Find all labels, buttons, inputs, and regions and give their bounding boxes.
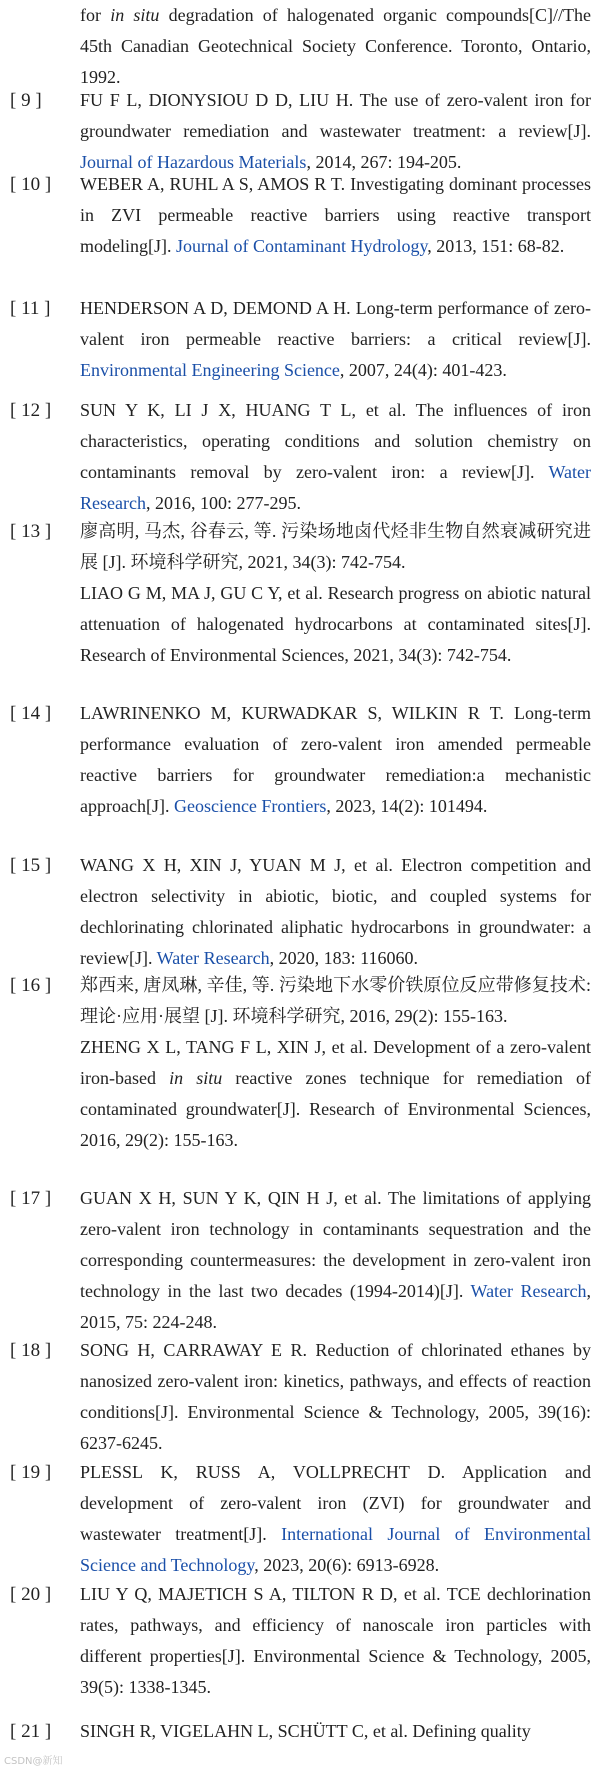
reference-item — [0, 1335, 609, 1453]
reference-segment: WEBER A, RUHL A S, AMOS R T. Investigating dominant processes in ZVI permeable reactive barriers using reactive transport modeling[J]. — [80, 174, 591, 256]
journal-link[interactable]: Water Research — [156, 948, 270, 968]
reference-item — [0, 85, 609, 172]
reference-text — [80, 1335, 591, 1459]
reference-text — [80, 850, 591, 974]
reference-text — [80, 293, 591, 386]
reference-text — [80, 85, 591, 178]
reference-segment: SUN Y K, LI J X, HUANG T L, et al. The influences of iron characteristics, operating conditions and solution chemistry on contaminants removal by zero-valent iron: a review[J]. — [80, 400, 591, 482]
reference-segment: , 2023, 14(2): 101494. — [326, 796, 488, 816]
reference-item — [0, 698, 609, 843]
reference-item — [0, 1716, 609, 1756]
reference-number: [ 9 ] — [10, 90, 42, 111]
reference-number: [ 20 ] — [10, 1584, 52, 1605]
reference-text — [80, 1183, 591, 1338]
reference-item — [0, 0, 609, 87]
reference-segment: ZHENG X L, TANG F L, XIN J, et al. Development of a zero-valent iron-based — [80, 1037, 591, 1088]
journal-link[interactable]: Environmental Engineering Science — [80, 360, 340, 380]
reference-item — [0, 1183, 609, 1332]
reference-segment: for — [80, 5, 111, 25]
reference-item — [0, 970, 609, 1176]
reference-segment: PLESSL K, RUSS A, VOLLPRECHT D. Application and development of zero-valent iron (ZVI) for groundwater and wastewater treatment[J]. — [80, 1462, 591, 1544]
reference-segment: , 2014, 267: 194-205. — [306, 152, 462, 172]
journal-link[interactable]: Journal of Contaminant Hydrology — [176, 236, 428, 256]
reference-item — [0, 850, 609, 968]
reference-number: [ 16 ] — [10, 975, 52, 996]
reference-segment: degradation of halogenated organic compounds[C]//The 45th Canadian Geotechnical Society Conference. Toronto, Ontario, 1992. — [80, 5, 591, 87]
reference-segment: WANG X H, XIN J, YUAN M J, et al. Electron competition and electron selectivity in abiotic, biotic, and coupled systems for dechlorinating chlorinated aliphatic hydrocarbons in groundwater: a review[J]. — [80, 855, 591, 968]
reference-item — [0, 1457, 609, 1575]
journal-link[interactable]: Water Research — [470, 1281, 587, 1301]
reference-text — [80, 970, 591, 1156]
reference-segment: HENDERSON A D, DEMOND A H. Long-term performance of zero-valent iron permeable reactive barriers: a critical review[J]. — [80, 298, 591, 349]
reference-segment: LIAO G M, MA J, GU C Y, et al. Research progress on abiotic natural attenuation of halogenated hydrocarbons at contaminated sites[J]. Research of Environmental Sciences, 2021, 34(3): 742-754. — [80, 583, 591, 665]
reference-number: [ 14 ] — [10, 703, 52, 724]
reference-number: [ 17 ] — [10, 1188, 52, 1209]
reference-segment: reactive zones technique for remediation of contaminated groundwater[J]. Research of Environmental Sciences, 2016, 29(2): 155-163. — [80, 1068, 591, 1150]
reference-segment: , 2015, 75: 224-248. — [80, 1281, 591, 1332]
reference-item — [0, 395, 609, 513]
reference-number: [ 13 ] — [10, 521, 52, 542]
reference-segment: 廖高明, 马杰, 谷春云, 等. 污染场地卤代烃非生物自然衰减研究进展 [J]. 环境科学研究, 2021, 34(3): 742-754. — [80, 521, 591, 572]
reference-segment: , 2020, 183: 116060. — [269, 948, 418, 968]
reference-text — [80, 516, 591, 671]
reference-text — [80, 1716, 591, 1747]
reference-item — [0, 169, 609, 283]
journal-link[interactable]: Water Research — [80, 462, 591, 513]
reference-item — [0, 516, 609, 691]
reference-item — [0, 1579, 609, 1697]
reference-segment: , 2013, 151: 68-82. — [427, 236, 565, 256]
reference-number: [ 10 ] — [10, 174, 52, 195]
reference-segment: SONG H, CARRAWAY E R. Reduction of chlorinated ethanes by nanosized zero-valent iron: kinetics, pathways, and effects of reaction conditions[J]. Environmental Science & Technology, 2005, 39(16): 6237-6245. — [80, 1340, 591, 1453]
journal-link[interactable]: Journal of Hazardous Materials — [80, 152, 307, 172]
reference-segment: 郑西来, 唐凤琳, 辛佳, 等. 污染地下水零价铁原位反应带修复技术: 理论·应用·展望 [J]. 环境科学研究, 2016, 29(2): 155-163. — [80, 975, 591, 1026]
reference-number: [ 11 ] — [10, 298, 51, 319]
reference-segment: , 2007, 24(4): 401-423. — [339, 360, 507, 380]
reference-segment: LAWRINENKO M, KURWADKAR S, WILKIN R T. Long-term performance evaluation of zero-valent iron amended permeable reactive barriers for groundwater remediation:a mechanistic approach[J]. — [80, 703, 591, 816]
reference-segment: GUAN X H, SUN Y K, QIN H J, et al. The limitations of applying zero-valent iron technology in contaminants sequestration and the corresponding countermeasures: the development in zero-valent iron technology in the last two decades (1994-2014)[J]. — [80, 1188, 591, 1301]
reference-text — [80, 1579, 591, 1703]
reference-number: [ 19 ] — [10, 1462, 52, 1483]
italic-text: in situ — [169, 1068, 223, 1088]
reference-text — [80, 1457, 591, 1581]
reference-number: [ 18 ] — [10, 1340, 52, 1361]
reference-segment: , 2023, 20(6): 6913-6928. — [254, 1555, 440, 1575]
reference-text — [80, 169, 591, 262]
reference-item — [0, 293, 609, 380]
reference-segment: LIU Y Q, MAJETICH S A, TILTON R D, et al. TCE dechlorination rates, pathways, and efficiency of nanoscale iron particles with different properties[J]. Environmental Science & Technology, 2005, 39(5): 1338-1345. — [80, 1584, 591, 1697]
journal-link[interactable]: Geoscience Frontiers — [173, 796, 327, 816]
reference-segment: SINGH R, VIGELAHN L, SCHÜTT C, et al. Defining quality — [80, 1721, 531, 1741]
reference-text — [80, 395, 591, 519]
reference-segment: FU F L, DIONYSIOU D D, LIU H. The use of zero-valent iron for groundwater remediation and wastewater treatment: a review[J]. — [80, 90, 591, 141]
reference-segment: , 2016, 100: 277-295. — [145, 493, 301, 513]
watermark: CSDN@新知 — [4, 1756, 63, 1767]
reference-text — [80, 698, 591, 822]
journal-link[interactable]: International Journal of Environmental Science and Technology — [80, 1524, 591, 1575]
reference-number: [ 15 ] — [10, 855, 52, 876]
italic-text: in situ — [110, 5, 160, 25]
reference-number: [ 21 ] — [10, 1721, 52, 1742]
reference-number: [ 12 ] — [10, 400, 52, 421]
reference-text — [80, 0, 591, 93]
